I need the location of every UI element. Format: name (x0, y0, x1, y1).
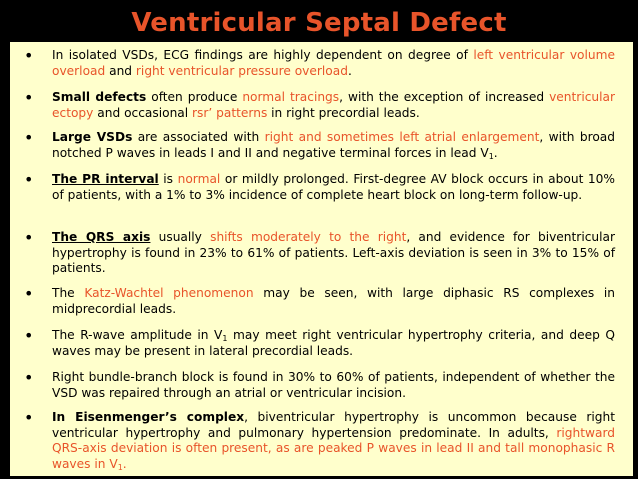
bullet-text: Small defects often produce normal tracings, with the exception of increased ventricular ectopy and occasional rsr’ patterns in right precordial leads. (52, 90, 615, 120)
bullet-marker: • (24, 128, 34, 147)
bullet-text: The PR interval is normal or mildly prolonged. First-degree AV block occurs in about 10% of patients, with a 1% to 3% incidence of complete heart block on long-term follow-up. (52, 172, 615, 202)
bullet-marker: • (24, 368, 34, 387)
bullet-text: The QRS axis usually shifts moderately to the right, and evidence for biventricular hypertrophy is found in 23% to 61% of patients. Left-axis deviation is seen in 3% to 15% of patients. (52, 230, 615, 276)
slide-title: Ventricular Septal Defect (131, 8, 507, 38)
bullet-marker: • (24, 46, 34, 65)
bullet-text: The Katz-Wachtel phenomenon may be seen, with large diphasic RS complexes in midprecordial leads. (52, 286, 616, 316)
bullet-text: Large VSDs are associated with right and sometimes left atrial enlargement, with broad notched P waves in leads I and II and negative terminal forces in lead $V_1$. (52, 130, 615, 161)
bullet-marker: • (24, 408, 34, 427)
content-panel (10, 42, 633, 476)
bullet-text: The R-wave amplitude in $V_1$ may meet right ventricular hypertrophy criteria, and deep Q waves may be present in lateral precordial leads. (52, 328, 615, 358)
bullet-text: In isolated VSDs, ECG findings are highly dependent on degree of left ventricular volume overload and right ventricular pressure overload. (52, 48, 615, 78)
bullet-marker: • (24, 170, 34, 189)
bullet-text: In Eisenmenger’s complex, biventricular hypertrophy is uncommon because right ventricular hypertrophy and pulmonary hypertension predominate. In adults, rightward QRS-axis deviation is often present, as are peaked P waves in lead II and tall monophasic R waves in $V_1$. (52, 410, 615, 472)
bullet-text: Right bundle-branch block is found in 30% to 60% of patients, independent of whether the VSD was repaired through an atrial or ventricular incision. (52, 370, 615, 400)
bullet-marker: • (24, 228, 34, 247)
bullet-marker: • (24, 88, 34, 107)
bullet-marker: • (24, 284, 34, 303)
bullet-marker: • (24, 326, 34, 345)
